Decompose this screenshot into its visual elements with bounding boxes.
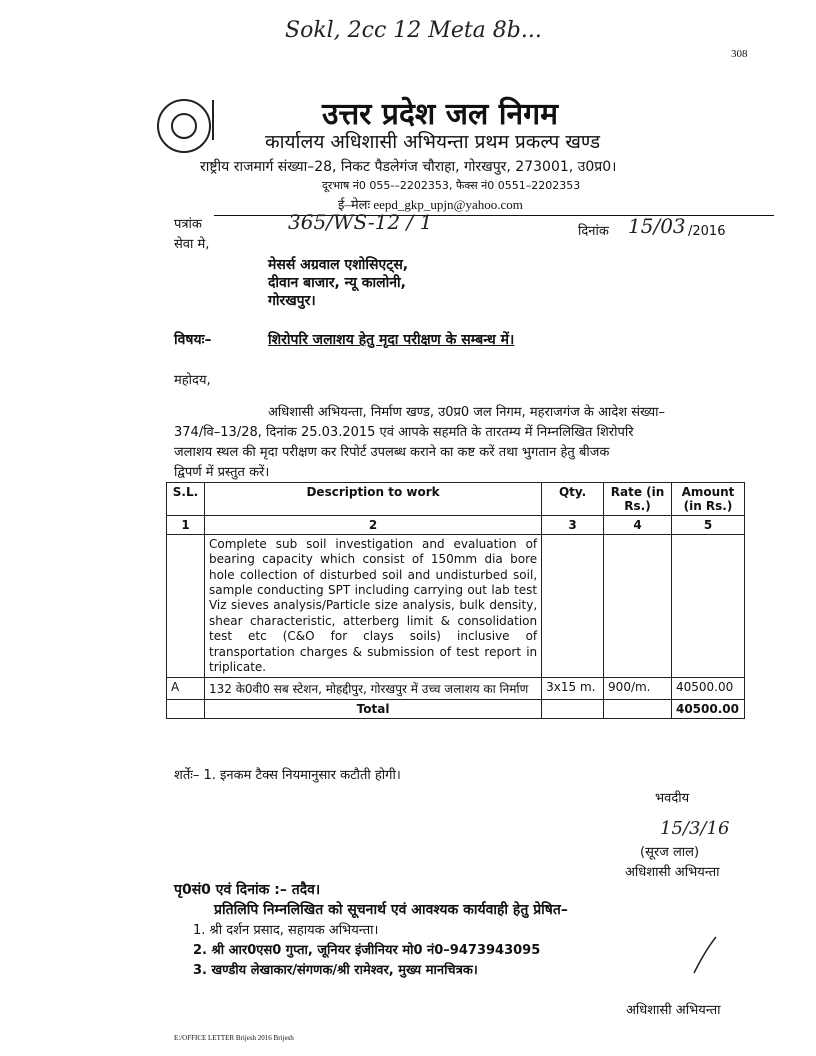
row-rate: 900/m. [604,678,672,700]
table-header-row [167,483,745,516]
col-number: 2 [204,516,541,535]
row-work: 132 के0वी0 सब स्टेशन, मोहद्दीपुर, गोरखपुर में उच्च जलाशय का निर्माण [204,678,541,700]
recipient-line-3: गोरखपुर। [268,293,316,309]
copy-item: 3. खण्डीय लेखाकार/संगणक/श्री रामेश्वर, मुख्य मानचित्रक। [193,963,478,978]
logo-emblem-icon [171,113,197,139]
signatory-title-bottom: अधिशासी अभियन्ता [626,1003,721,1018]
conditions: शर्तेः– 1. इनकम टैक्स नियमानुसार कटौती होगी। [174,768,401,783]
col-number: 1 [167,516,205,535]
copy-item: 1. श्री दर्शन प्रसाद, सहायक अभियन्ता। [193,923,379,938]
phone-fax: दूरभाष नं0 055‑–2202353, फैक्स नं0 0551–2202353 [322,179,581,192]
subject-label: विषयः– [174,332,212,348]
header-description: Description to work [204,483,541,516]
row-sl: A [167,678,205,700]
copy-item: 2. श्री आर0एस0 गुप्ता, जूनियर इंजीनियर मो0 नं0–9473943095 [193,943,541,958]
office-name: कार्यालय अधिशासी अभियन्ता प्रथम प्रकल्प खण्ड [265,131,601,153]
signature: 15/3/16 [660,818,730,839]
letterhead-divider [212,100,214,140]
org-name: उत्तर प्रदेश जल निगम [322,97,559,132]
body-line-4: द्विपर्ण में प्रस्तुत करें। [174,465,270,480]
body-line-3: जलाशय स्थल की मृदा परीक्षण कर रिपोर्ट उपलब्ध कराने का कष्ट करें तथा भुगतान हेतु बीजक [174,445,610,460]
page-number: 308 [731,48,748,60]
email-line: ई–मेलः eepd_gkp_upjn@yahoo.com [338,197,523,212]
work-table [166,482,745,719]
signatory-title: अधिशासी अभियन्ता [625,865,720,880]
total-amount: 40500.00 [671,700,744,719]
closing: भवदीय [655,791,690,806]
recipient-line-1: मेसर्स अग्रवाल एशोसिएट्स, [268,257,409,273]
date-label: दिनांक [578,224,609,239]
date-handwritten: 15/03 [628,214,686,238]
salutation-to: सेवा मे, [174,237,210,252]
description-row [167,535,745,678]
date-year: /2016 [688,224,726,239]
header-rate: Rate (in Rs.) [604,483,672,516]
copy-intro: प्रतिलिपि निम्नलिखित को सूचनार्थ एवं आवश्यक कार्यवाही हेतु प्रेषित– [214,902,568,918]
body-line-1: अधिशासी अभियन्ता, निर्माण खण्ड, उ0प्र0 जल निगम, महराजगंज के आदेश संख्या– [268,405,666,420]
col-number: 5 [671,516,744,535]
ref-number: 365/WS-12 / 1 [288,210,433,234]
work-description: Complete sub soil investigation and evaluation of bearing capacity which consist of 150mm dia bore hole collection of disturbed soil and undisturbed soil, sample conducting SPT including carrying out lab test Viz sieves analysis/Particle size analysis, bulk density, shear characteristic, atterberg limit & consolidation test etc (C&O for clays soils) inclusive of transportation charges & submission of test report in triplicate. [204,535,541,678]
header-sl: S.L. [167,483,205,516]
row-amount: 40500.00 [671,678,744,700]
table-row [167,678,745,700]
office-address: राष्ट्रीय राजमार्ग संख्या–28, निकट पैडलेगंज चौराहा, गोरखपुर, 273001, उ0प्र0। [200,159,617,175]
total-label: Total [204,700,541,719]
greeting: महोदय, [174,373,211,388]
recipient-line-2: दीवान बाजार, न्यू कालोनी, [268,275,407,291]
ref-label: पत्रांक [174,217,202,232]
footer-path: E:/OFFICE LETTER Brijesh 2016 Brijesh [174,1034,294,1042]
total-row [167,700,745,719]
header-qty: Qty. [542,483,604,516]
col-number: 3 [542,516,604,535]
initial-mark [690,935,720,975]
column-number-row [167,516,745,535]
col-number: 4 [604,516,672,535]
subject-text: शिरोपरि जलाशय हेतु मृदा परीक्षण के सम्बन्ध में। [268,332,515,348]
row-qty: 3x15 m. [542,678,604,700]
header-amount: Amount (in Rs.) [671,483,744,516]
copy-ref-line: पृ0सं0 एवं दिनांक :– तदैव। [174,882,321,898]
handwritten-note: Sokl, 2cc 12 Meta 8b... [285,18,542,43]
body-line-2: 374/वि–13/28, दिनांक 25.03.2015 एवं आपके सहमति के तारतम्य में निम्नलिखित शिरोपरि [174,425,634,440]
signatory-name: (सूरज लाल) [640,845,700,860]
